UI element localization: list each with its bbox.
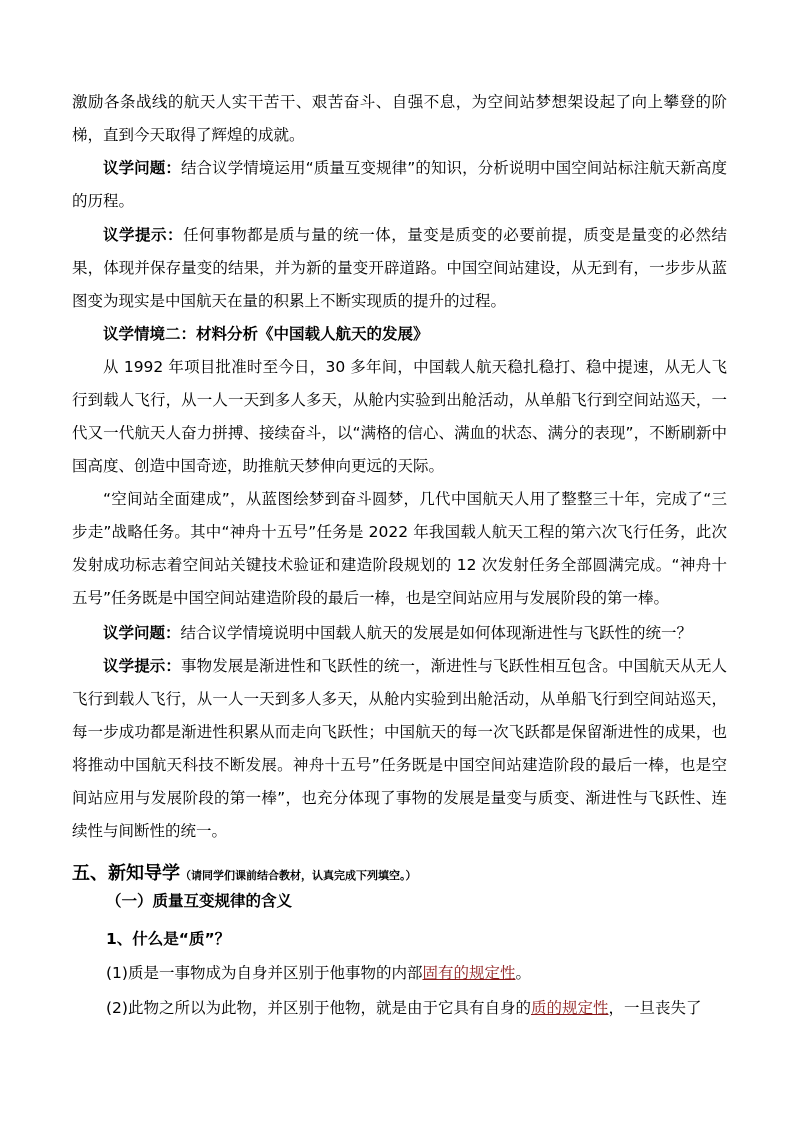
question-1 <box>72 152 727 218</box>
question-2-text: 结合议学情境说明中国载人航天的发展是如何体现渐进性与飞跃性的统一？ <box>180 624 693 642</box>
paragraph-intro <box>72 86 727 152</box>
section-title: 五、新知导学 <box>72 863 180 884</box>
hint-2-text: 事物发展是渐进性和飞跃性的统一，渐进性与飞跃性相互包含。中国航天从无人飞行到载人飞行，从一人一天到多人多天，从舱内实验到出舱活动，从单船飞行到空间站巡天，每一步成功都是渐进性积累从而走向飞跃性；中国航天的每一次飞跃都是保留渐进性的成果，也将推动中国航天科技不断发展。神舟十五号”任务既是中国空间站建造阶段的最后一棒，也是空间站应用与发展阶段的第一棒”，也充分体现了事物的发展是量变与质变、渐进性与飞跃性、连续性与间断性的统一。 <box>72 657 727 840</box>
definition-item-1 <box>106 957 727 990</box>
item-1-end: 。 <box>515 964 531 982</box>
intro-text: 激励各条战线的航天人实干苦干、艰苦奋斗、自强不息，为空间站梦想架设起了向上攀登的阶梯，直到今天取得了辉煌的成就。 <box>72 93 727 144</box>
development-text: 从 1992 年项目批准时至今日，30 多年间，中国载人航天稳扎稳打、稳中提速，从无人飞行到载人飞行，从一人一天到多人多天，从舱内实验到出舱活动，从单船飞行到空间站巡天，一代又一代航天人奋力拼搏、接续奋斗，以“满格的信心、满血的状态、满分的表现”，不断刷新中国高度、创造中国奇迹，助推航天梦伸向更远的天际。 <box>72 358 727 475</box>
hint-2 <box>72 650 727 848</box>
item-1-fill-answer: 固有的规定性 <box>422 964 516 982</box>
question-2 <box>72 617 727 650</box>
subsection-title-text: （一）质量互变规律的含义 <box>106 892 293 910</box>
question-heading-text: 1、什么是“质”？ <box>106 930 231 948</box>
item-1-text: (1)质是一事物成为自身并区别于他事物的内部 <box>106 964 423 982</box>
item-2-fill-answer: 质的规定性 <box>530 999 609 1017</box>
subsection-title <box>106 887 292 915</box>
paragraph-space-station <box>72 483 727 615</box>
section-heading <box>72 860 727 890</box>
hint-1-text: 任何事物都是质与量的统一体，量变是质变的必要前提，质变是量变的必然结果，体现并保存量变的结果，并为新的量变开辟道路。中国空间站建设，从无到有，一步步从蓝图变为现实是中国航天在量的积累上不断实现质的提升的过程。 <box>72 226 727 310</box>
hint-2-label: 议学提示： <box>103 657 182 675</box>
question-heading <box>106 925 230 953</box>
scenario-2-title-text: 议学情境二：材料分析《中国载人航天的发展》 <box>103 325 429 343</box>
hint-1 <box>72 219 727 318</box>
item-2-text: (2)此物之所以为此物，并区别于他物，就是由于它具有自身的 <box>106 999 531 1017</box>
space-station-text: “空间站全面建成”，从蓝图绘梦到奋斗圆梦，几代中国航天人用了整整三十年，完成了“三步走”战略任务。其中“神舟十五号”任务是 2022 年我国载人航天工程的第六次飞行任务，此次发射成功标志着空间站关键技术验证和建造阶段规划的 12 次发射任务全部圆满完成。“神舟十五号”任务既是中国空间站建造阶段的最后一棒，也是空间站应用与发展阶段的第一棒。 <box>72 490 727 607</box>
section-note: （请同学们课前结合教材，认真完成下列填空。） <box>180 869 417 882</box>
paragraph-development <box>72 351 727 483</box>
question-2-label: 议学问题： <box>103 624 181 642</box>
question-1-text: 结合议学情境运用“质量互变规律”的知识，分析说明中国空间站标注航天新高度的历程。 <box>72 159 727 210</box>
question-1-label: 议学问题： <box>103 159 181 177</box>
hint-1-label: 议学提示： <box>103 226 184 244</box>
definition-item-2 <box>106 992 727 1025</box>
scenario-2-title <box>72 318 727 351</box>
item-2-end: ，一旦丧失了 <box>608 999 702 1017</box>
